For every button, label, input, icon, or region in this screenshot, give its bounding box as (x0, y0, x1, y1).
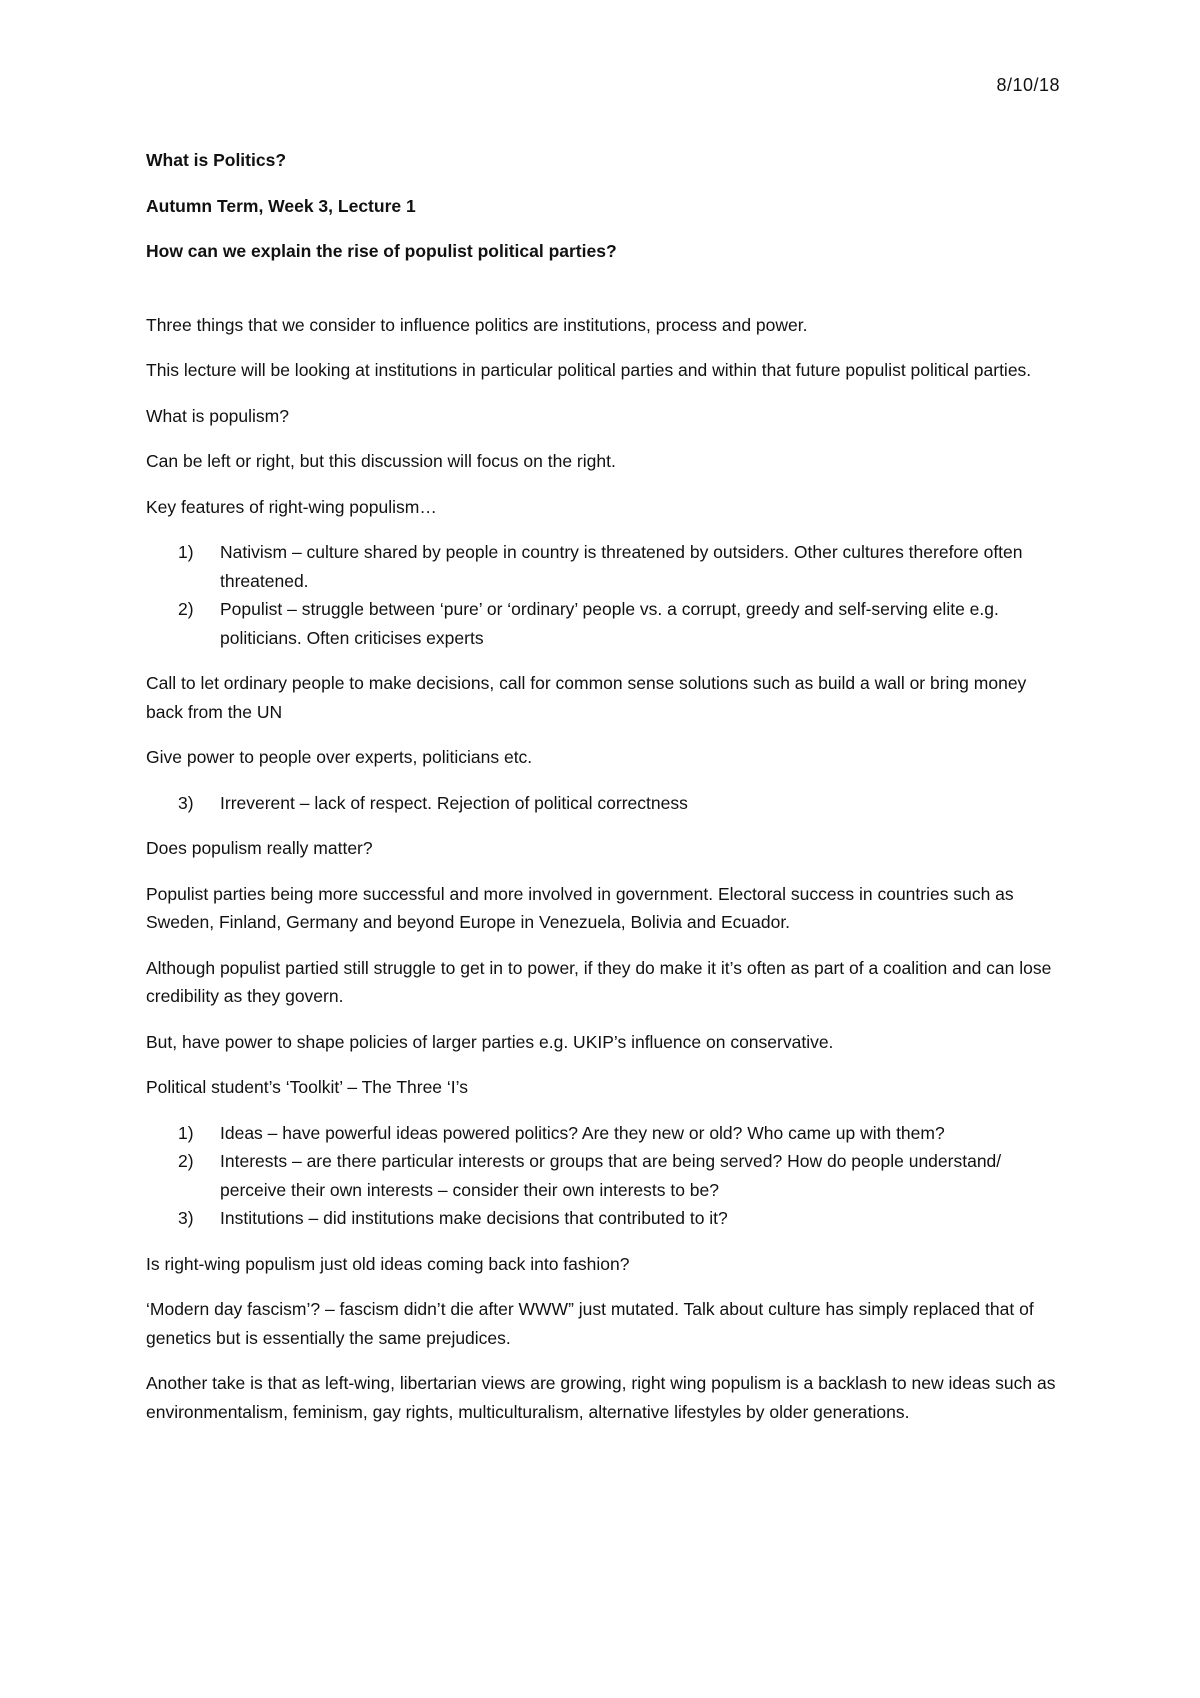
list-number: 3) (178, 1208, 194, 1228)
document-title: What is Politics? (146, 150, 287, 170)
paragraph: Three things that we consider to influence politics are institutions, process and power. (146, 314, 808, 335)
list-item-text: Institutions – did institutions make decisions that contributed to it? (220, 1208, 728, 1228)
paragraph: Although populist partied still struggle to get in to power, if they do make it it’s often as part of a coalition and can lose credibility as they govern. (146, 957, 1052, 1006)
features-list (146, 538, 1066, 652)
list-item (146, 789, 1066, 818)
paragraph: This lecture will be looking at institutions in particular political parties and within that future populist political parties. (146, 360, 1032, 380)
paragraph: Does populism really matter? (146, 838, 373, 858)
paragraph: Call to let ordinary people to make decisions, call for common sense solutions such as build a wall or bring money back from the UN (146, 673, 1027, 722)
list-number: 3) (178, 792, 194, 813)
list-number: 2) (178, 599, 194, 619)
list-item (146, 538, 1066, 595)
document-date: 8/10/18 (996, 75, 1060, 95)
paragraph: Political student’s ‘Toolkit’ – The Three ‘I’s (146, 1077, 468, 1097)
list-item-text: Populist – struggle between ‘pure’ or ‘ordinary’ people vs. a corrupt, greedy and self-serving elite e.g. politicians. Often criticises experts (220, 599, 999, 648)
paragraph: Another take is that as left-wing, libertarian views are growing, right wing populism is a backlash to new ideas such as environmentalism, feminism, gay rights, multiculturalism, alternative lifestyles by older generations. (146, 1373, 1056, 1422)
list-item (146, 1119, 1066, 1148)
lecture-question: How can we explain the rise of populist political parties? (146, 241, 617, 261)
paragraph: Is right-wing populism just old ideas coming back into fashion? (146, 1253, 630, 1274)
document-body (146, 146, 1066, 1443)
list-item-text: Nativism – culture shared by people in country is threatened by outsiders. Other cultures therefore often threatened. (220, 542, 1023, 591)
list-item (146, 1147, 1066, 1204)
list-item (146, 1204, 1066, 1233)
spacer (146, 283, 1066, 311)
paragraph: ‘Modern day fascism’? – fascism didn’t die after WWW” just mutated. Talk about culture has simply replaced that of genetics but is essentially the same prejudices. (146, 1299, 1034, 1348)
features-list-continued (146, 789, 1066, 818)
toolkit-list (146, 1119, 1066, 1233)
paragraph: Key features of right-wing populism… (146, 496, 437, 517)
paragraph: Populist parties being more successful and more involved in government. Electoral success in countries such as Sweden, Finland, Germany and beyond Europe in Venezuela, Bolivia and Ecuador. (146, 883, 1014, 932)
paragraph: What is populism? (146, 405, 289, 426)
paragraph: Give power to people over experts, politicians etc. (146, 747, 533, 767)
list-item (146, 595, 1066, 652)
list-item-text: Ideas – have powerful ideas powered politics? Are they new or old? Who came up with them? (220, 1122, 945, 1143)
list-number: 2) (178, 1151, 194, 1171)
paragraph: Can be left or right, but this discussion will focus on the right. (146, 451, 616, 471)
list-number: 1) (178, 1122, 194, 1143)
paragraph: But, have power to shape policies of larger parties e.g. UKIP’s influence on conservative. (146, 1031, 834, 1052)
list-number: 1) (178, 542, 194, 562)
list-item-text: Irreverent – lack of respect. Rejection of political correctness (220, 792, 688, 813)
list-item-text: Interests – are there particular interests or groups that are being served? How do people understand/ perceive their own interests – consider their own interests to be? (220, 1151, 1002, 1200)
term-info: Autumn Term, Week 3, Lecture 1 (146, 195, 416, 216)
